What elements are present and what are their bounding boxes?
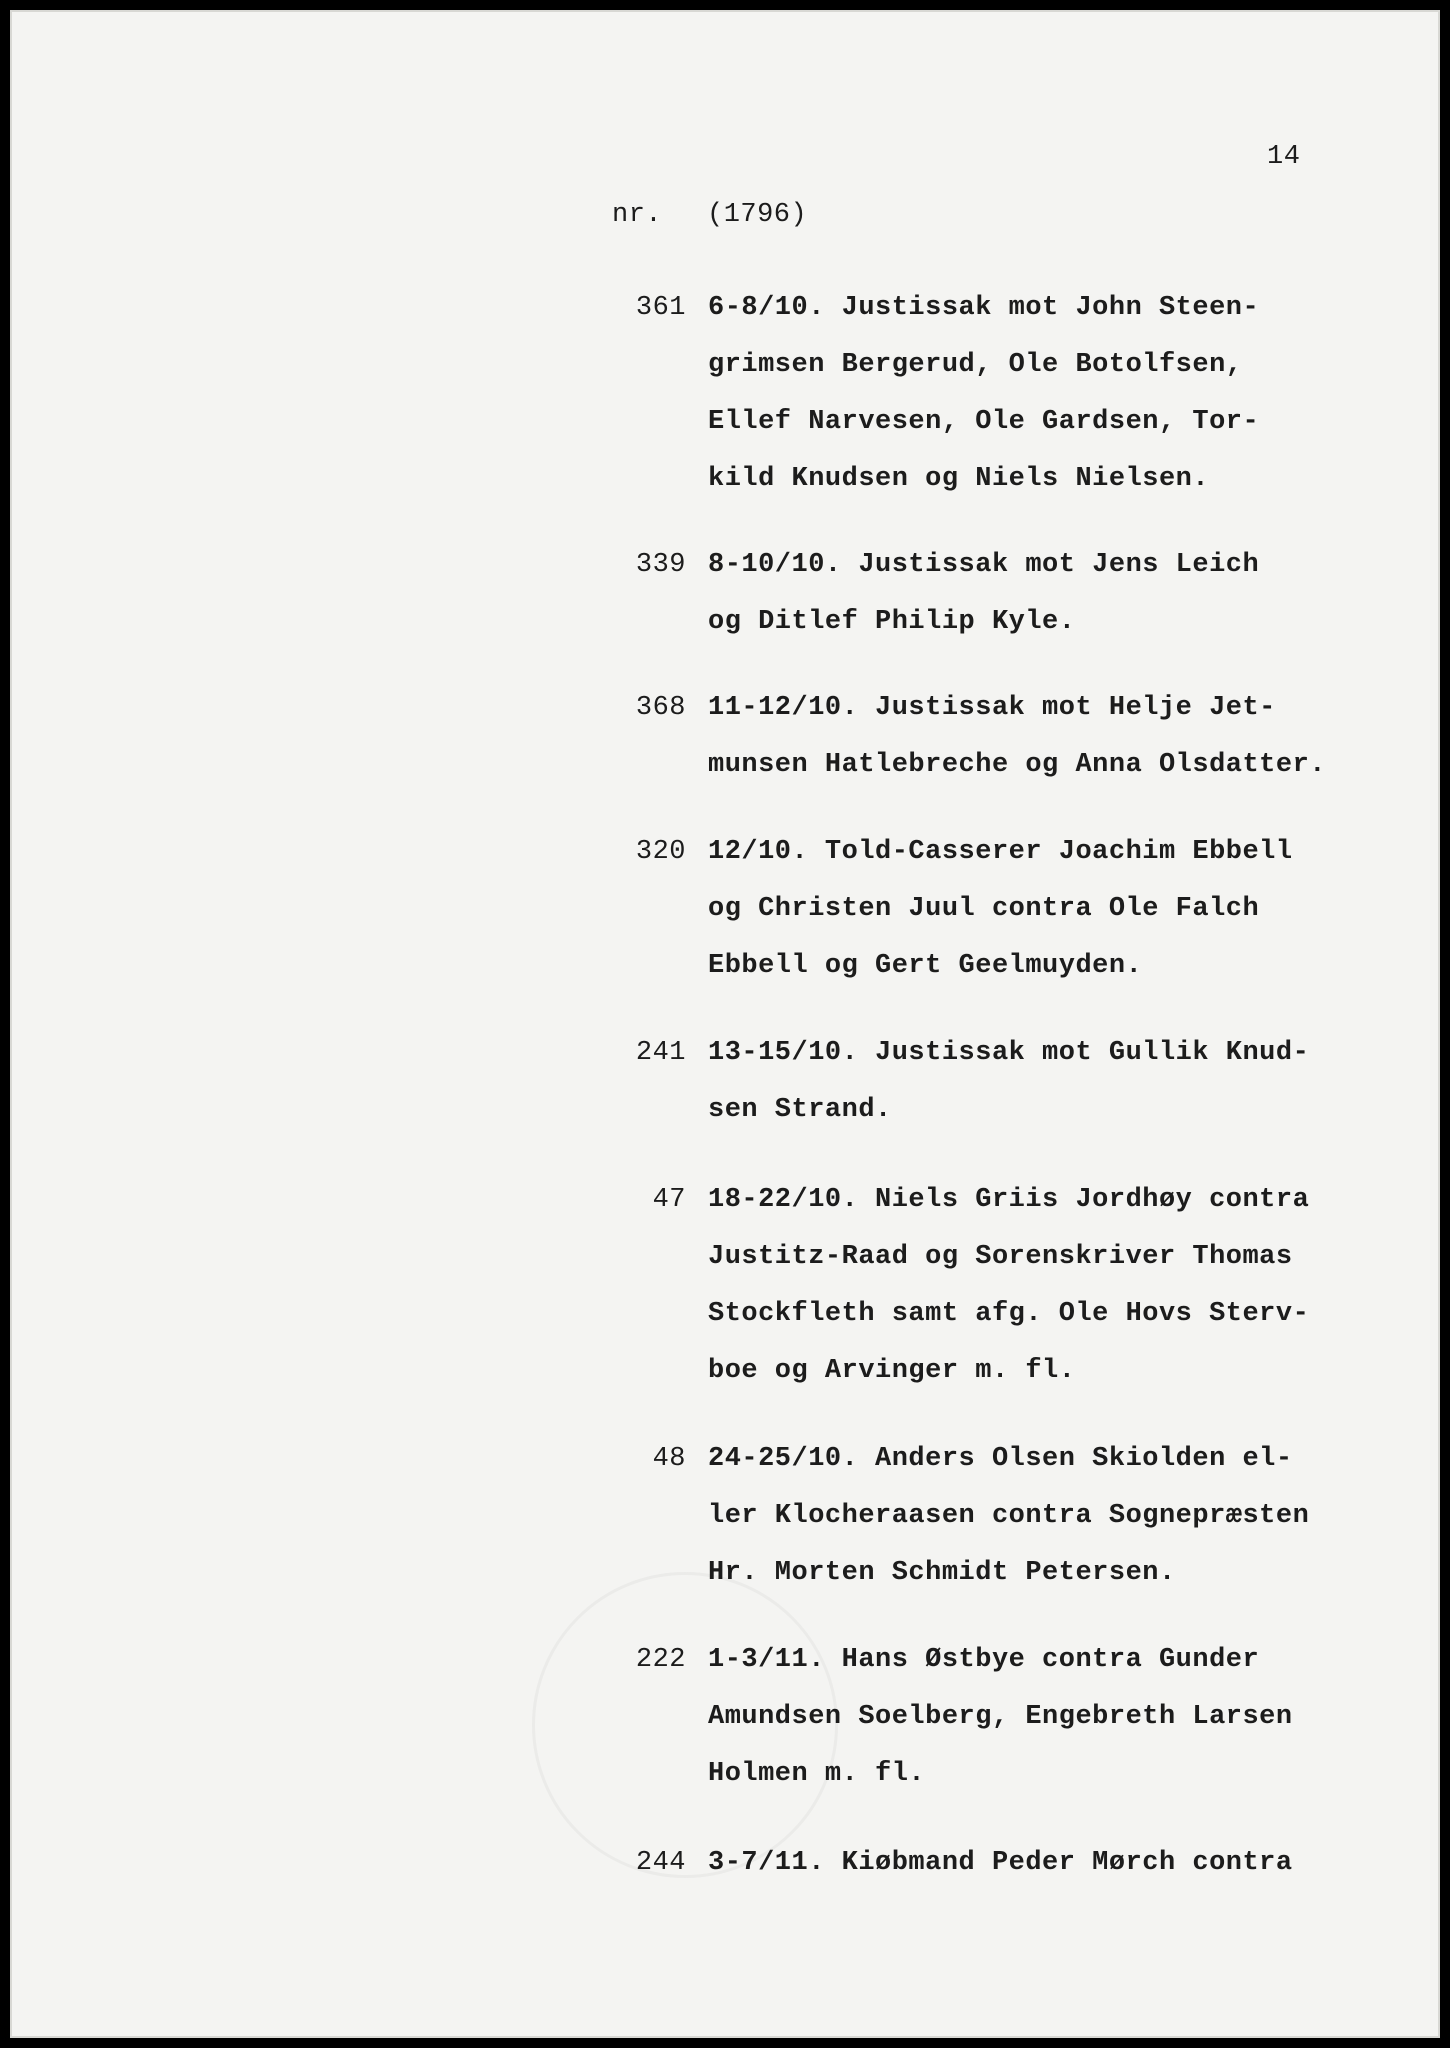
entry-number: 361	[635, 293, 686, 323]
entry-line: Holmen m. fl.	[708, 1759, 926, 1789]
entry-line: Hr. Morten Schmidt Petersen.	[708, 1558, 1176, 1588]
entry-text	[708, 1172, 1309, 1400]
entry-line: 11-12/10. Justissak mot Helje Jet-	[708, 693, 1276, 723]
entry-line: Justitz-Raad og Sorenskriver Thomas	[708, 1242, 1293, 1272]
entry-number: 48	[652, 1444, 686, 1474]
entry-line: Ellef Narvesen, Ole Gardsen, Tor-	[708, 407, 1260, 437]
entry-line: kild Knudsen og Niels Nielsen.	[708, 464, 1210, 494]
entry-text	[708, 824, 1293, 995]
entry-line: 18-22/10. Niels Griis Jordhøy contra	[708, 1185, 1310, 1215]
entry-text	[708, 1632, 1293, 1803]
entry-line: Ebbell og Gert Geelmuyden.	[708, 951, 1143, 981]
entry-text	[708, 680, 1326, 794]
entry-line: grimsen Bergerud, Ole Botolfsen,	[708, 350, 1243, 380]
entry-line: boe og Arvinger m. fl.	[708, 1356, 1076, 1386]
entry-line: munsen Hatlebreche og Anna Olsdatter.	[708, 750, 1326, 780]
entry-line: 8-10/10. Justissak mot Jens Leich	[708, 550, 1260, 580]
entry-number: 241	[635, 1038, 686, 1068]
entry-line: Stockfleth samt afg. Ole Hovs Sterv-	[708, 1299, 1310, 1329]
entry-text	[708, 1025, 1309, 1139]
header-nr-label: nr.	[612, 200, 663, 230]
document-page	[10, 10, 1440, 2038]
entry-line: og Christen Juul contra Ole Falch	[708, 894, 1260, 924]
entry-text	[708, 1835, 1293, 1892]
page-number: 14	[1267, 142, 1301, 172]
entry-text	[708, 280, 1259, 508]
entry-number: 320	[635, 837, 686, 867]
entry-line: 13-15/10. Justissak mot Gullik Knud-	[708, 1038, 1310, 1068]
entry-number: 47	[652, 1185, 686, 1215]
entry-line: ler Klocheraasen contra Sognepræsten	[708, 1501, 1310, 1531]
entry-number: 339	[635, 550, 686, 580]
header-year: (1796)	[707, 200, 808, 230]
entry-text	[708, 537, 1259, 651]
entry-line: Amundsen Soelberg, Engebreth Larsen	[708, 1702, 1293, 1732]
entry-line: sen Strand.	[708, 1095, 892, 1125]
entry-number: 244	[635, 1848, 686, 1878]
page-header	[612, 200, 807, 230]
entry-line: 12/10. Told-Casserer Joachim Ebbell	[708, 837, 1293, 867]
entry-line: og Ditlef Philip Kyle.	[708, 607, 1076, 637]
entry-number: 222	[635, 1645, 686, 1675]
entry-line: 6-8/10. Justissak mot John Steen-	[708, 293, 1260, 323]
entry-text	[708, 1431, 1309, 1602]
entry-line: 1-3/11. Hans Østbye contra Gunder	[708, 1645, 1260, 1675]
entry-line: 3-7/11. Kiøbmand Peder Mørch contra	[708, 1848, 1293, 1878]
entry-line: 24-25/10. Anders Olsen Skiolden el-	[708, 1444, 1293, 1474]
entry-number: 368	[635, 693, 686, 723]
